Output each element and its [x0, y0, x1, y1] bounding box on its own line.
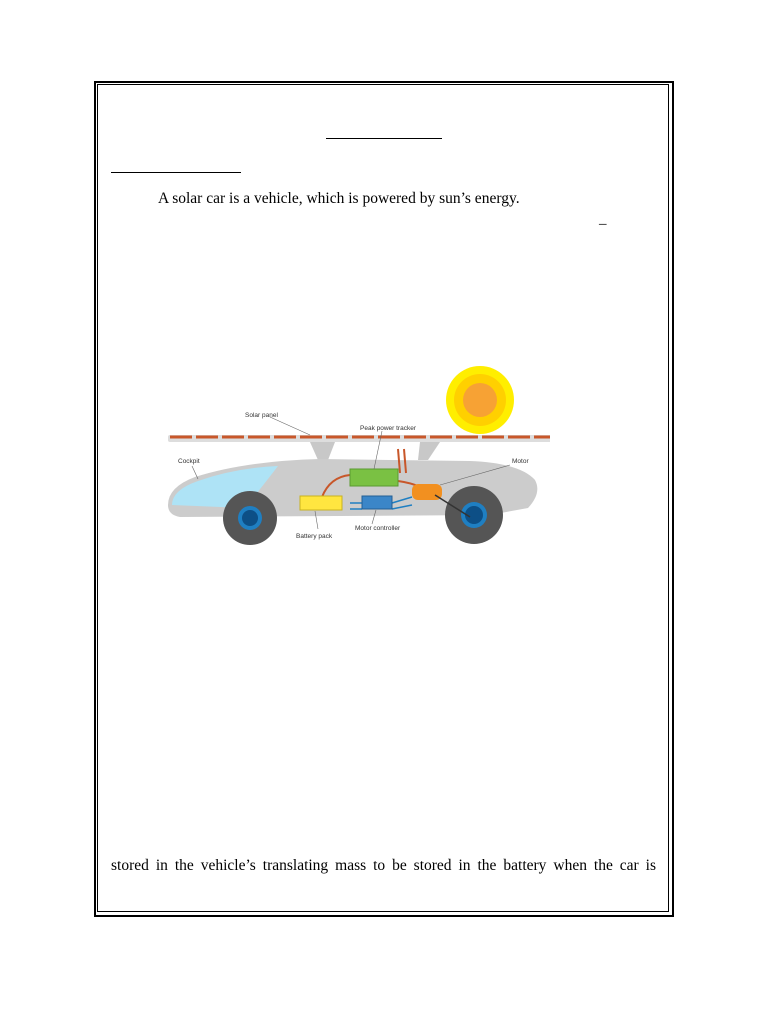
sun-core — [463, 383, 497, 417]
heading-underline — [111, 172, 241, 173]
motor — [412, 484, 442, 500]
body-paragraph: stored in the vehicle’s translating mass to be stored in the battery when the car is — [111, 857, 656, 874]
label-peak-power-tracker: Peak power tracker — [360, 425, 416, 432]
label-motor: Motor — [512, 458, 529, 465]
front-wheel-center — [242, 510, 258, 526]
motor-controller — [362, 496, 392, 509]
leader-solar-panel — [270, 417, 310, 435]
battery-pack — [300, 496, 342, 510]
panel-strut — [310, 442, 335, 460]
label-motor-controller: Motor controller — [355, 525, 401, 532]
title-underline — [326, 138, 442, 139]
stray-dash: – — [599, 216, 607, 232]
panel-strut-rear — [418, 442, 440, 460]
intro-paragraph: A solar car is a vehicle, which is powered by sun’s energy. — [158, 190, 520, 207]
label-solar-panel: Solar panel — [245, 412, 278, 419]
peak-power-tracker — [350, 469, 398, 486]
label-cockpit: Cockpit — [178, 458, 200, 465]
solar-car-diagram — [150, 365, 550, 570]
label-battery-pack: Battery pack — [296, 533, 333, 540]
